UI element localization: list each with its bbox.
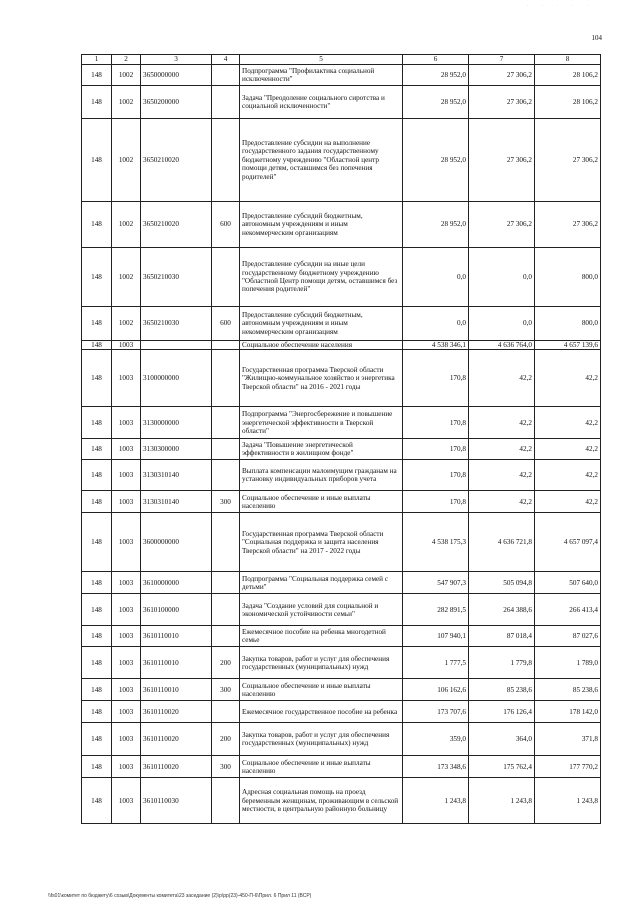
cell-col-7: 264 388,6 xyxy=(469,594,535,626)
cell-col-7: 4 636 721,8 xyxy=(469,513,535,572)
cell-col-4 xyxy=(212,407,240,439)
cell-col-4 xyxy=(212,594,240,626)
cell-col-6: 282 891,5 xyxy=(403,594,469,626)
table-row xyxy=(82,594,601,626)
cell-col-5: Предоставление субсидии на выполнение государственного задания государственному бюджетному учреждению "Областной центр помощи детям, оставшимся без попечения родителей" xyxy=(240,119,403,202)
cell-col-2: 1002 xyxy=(112,65,141,86)
cell-col-4 xyxy=(212,86,240,119)
table-row xyxy=(82,439,601,460)
cell-col-3: 3610110020 xyxy=(141,701,212,723)
table-row xyxy=(82,341,601,350)
cell-col-8: 178 142,0 xyxy=(535,701,601,723)
cell-col-5: Задача "Повышение энергетической эффективности в жилищном фонде" xyxy=(240,439,403,460)
cell-col-8: 177 770,2 xyxy=(535,756,601,778)
cell-col-7: 85 238,6 xyxy=(469,679,535,701)
cell-col-8: 1 243,8 xyxy=(535,778,601,824)
cell-col-3: 3130310140 xyxy=(141,491,212,513)
table-row xyxy=(82,756,601,778)
cell-col-2: 1003 xyxy=(112,460,141,491)
cell-col-5: Предоставление субсидий бюджетным, автономным учреждениям и иным некоммерческим организациям xyxy=(240,307,403,341)
cell-col-1: 148 xyxy=(82,248,112,307)
cell-col-7: 27 306,2 xyxy=(469,202,535,248)
cell-col-5: Социальное обеспечение и иные выплаты населению xyxy=(240,679,403,701)
header-col-8: 8 xyxy=(535,55,601,65)
table-row xyxy=(82,679,601,701)
cell-col-4 xyxy=(212,341,240,350)
table-row xyxy=(82,778,601,824)
cell-col-2: 1003 xyxy=(112,350,141,407)
cell-col-2: 1003 xyxy=(112,679,141,701)
header-col-7: 7 xyxy=(469,55,535,65)
cell-col-4 xyxy=(212,701,240,723)
cell-col-3: 3600000000 xyxy=(141,513,212,572)
cell-col-5: Государственная программа Тверской области "Жилищно-коммунальное хозяйство и энергетика Тверской области" на 2016 - 2021 годы xyxy=(240,350,403,407)
scan-artifacts: · · · · · xyxy=(526,4,594,9)
cell-col-5: Государственная программа Тверской области "Социальная поддержка и защита населения Тверской области" на 2017 - 2022 годы xyxy=(240,513,403,572)
cell-col-2: 1003 xyxy=(112,594,141,626)
table-row xyxy=(82,701,601,723)
cell-col-1: 148 xyxy=(82,647,112,679)
cell-col-6: 359,0 xyxy=(403,723,469,756)
cell-col-8: 800,0 xyxy=(535,248,601,307)
cell-col-3: 3610110010 xyxy=(141,647,212,679)
header-col-3: 3 xyxy=(141,55,212,65)
cell-col-4 xyxy=(212,65,240,86)
cell-col-1: 148 xyxy=(82,439,112,460)
cell-col-3: 3610110020 xyxy=(141,723,212,756)
cell-col-4: 300 xyxy=(212,756,240,778)
cell-col-6: 173 348,6 xyxy=(403,756,469,778)
table-row xyxy=(82,248,601,307)
cell-col-8: 42,2 xyxy=(535,350,601,407)
cell-col-7: 42,2 xyxy=(469,350,535,407)
table-row xyxy=(82,460,601,491)
cell-col-5: Закупка товаров, работ и услуг для обеспечения государственных (муниципальных) нужд xyxy=(240,723,403,756)
cell-col-8: 371,8 xyxy=(535,723,601,756)
cell-col-2: 1003 xyxy=(112,701,141,723)
header-col-2: 2 xyxy=(112,55,141,65)
table-row xyxy=(82,307,601,341)
cell-col-1: 148 xyxy=(82,350,112,407)
cell-col-6: 28 952,0 xyxy=(403,119,469,202)
cell-col-1: 148 xyxy=(82,86,112,119)
cell-col-7: 176 126,4 xyxy=(469,701,535,723)
cell-col-4: 200 xyxy=(212,723,240,756)
header-col-4: 4 xyxy=(212,55,240,65)
cell-col-5: Ежемесячное пособие на ребенка многодетной семье xyxy=(240,626,403,647)
cell-col-2: 1003 xyxy=(112,572,141,594)
cell-col-6: 28 952,0 xyxy=(403,65,469,86)
cell-col-7: 42,2 xyxy=(469,491,535,513)
table-row xyxy=(82,65,601,86)
cell-col-3: 3610110020 xyxy=(141,756,212,778)
table-row xyxy=(82,491,601,513)
cell-col-3: 3650210020 xyxy=(141,202,212,248)
cell-col-6: 28 952,0 xyxy=(403,202,469,248)
table-body xyxy=(82,65,601,824)
cell-col-3: 3130300000 xyxy=(141,439,212,460)
cell-col-2: 1003 xyxy=(112,439,141,460)
cell-col-8: 27 306,2 xyxy=(535,202,601,248)
page-number: 104 xyxy=(591,34,602,42)
cell-col-6: 170,8 xyxy=(403,439,469,460)
cell-col-5: Ежемесячное государственное пособие на ребенка xyxy=(240,701,403,723)
cell-col-7: 175 762,4 xyxy=(469,756,535,778)
cell-col-1: 148 xyxy=(82,119,112,202)
table-row xyxy=(82,202,601,248)
cell-col-1: 148 xyxy=(82,341,112,350)
cell-col-5: Подпрограмма "Социальная поддержка семей с детьми" xyxy=(240,572,403,594)
cell-col-8: 85 238,6 xyxy=(535,679,601,701)
cell-col-2: 1003 xyxy=(112,513,141,572)
cell-col-6: 0,0 xyxy=(403,307,469,341)
cell-col-6: 170,8 xyxy=(403,491,469,513)
cell-col-8: 4 657 097,4 xyxy=(535,513,601,572)
cell-col-4 xyxy=(212,513,240,572)
cell-col-5: Подпрограмма "Профилактика социальной исключенности" xyxy=(240,65,403,86)
cell-col-4 xyxy=(212,572,240,594)
cell-col-7: 1 779,8 xyxy=(469,647,535,679)
cell-col-7: 1 243,8 xyxy=(469,778,535,824)
cell-col-4 xyxy=(212,439,240,460)
cell-col-4: 300 xyxy=(212,679,240,701)
cell-col-7: 27 306,2 xyxy=(469,65,535,86)
cell-col-1: 148 xyxy=(82,679,112,701)
cell-col-3: 3130000000 xyxy=(141,407,212,439)
cell-col-6: 107 940,1 xyxy=(403,626,469,647)
cell-col-6: 170,8 xyxy=(403,407,469,439)
cell-col-5: Задача "Преодоление социального сиротства и социальной исключенности" xyxy=(240,86,403,119)
cell-col-5: Выплата компенсации малоимущим гражданам на установку индивидуальных приборов учета xyxy=(240,460,403,491)
cell-col-4 xyxy=(212,626,240,647)
cell-col-3: 3610000000 xyxy=(141,572,212,594)
cell-col-4 xyxy=(212,778,240,824)
cell-col-1: 148 xyxy=(82,460,112,491)
cell-col-3: 3650210020 xyxy=(141,119,212,202)
table-row xyxy=(82,626,601,647)
cell-col-1: 148 xyxy=(82,723,112,756)
cell-col-8: 42,2 xyxy=(535,491,601,513)
cell-col-2: 1003 xyxy=(112,647,141,679)
cell-col-3: 3650000000 xyxy=(141,65,212,86)
cell-col-3: 3610110030 xyxy=(141,778,212,824)
cell-col-4 xyxy=(212,350,240,407)
cell-col-5: Социальное обеспечение и иные выплаты населению xyxy=(240,756,403,778)
cell-col-6: 28 952,0 xyxy=(403,86,469,119)
cell-col-2: 1002 xyxy=(112,202,141,248)
cell-col-6: 1 243,8 xyxy=(403,778,469,824)
cell-col-1: 148 xyxy=(82,65,112,86)
cell-col-6: 106 162,6 xyxy=(403,679,469,701)
cell-col-6: 4 538 346,1 xyxy=(403,341,469,350)
cell-col-7: 42,2 xyxy=(469,439,535,460)
cell-col-1: 148 xyxy=(82,407,112,439)
cell-col-7: 0,0 xyxy=(469,307,535,341)
table-row xyxy=(82,119,601,202)
cell-col-4 xyxy=(212,248,240,307)
cell-col-8: 28 106,2 xyxy=(535,65,601,86)
cell-col-2: 1002 xyxy=(112,86,141,119)
cell-col-7: 87 018,4 xyxy=(469,626,535,647)
cell-col-1: 148 xyxy=(82,756,112,778)
cell-col-8: 507 640,0 xyxy=(535,572,601,594)
cell-col-5: Предоставление субсидии на иные цели государственному бюджетному учреждению "Областной Центр помощи детям, оставшимся без попечения родителей" xyxy=(240,248,403,307)
budget-table xyxy=(81,54,601,824)
cell-col-7: 42,2 xyxy=(469,407,535,439)
cell-col-5: Закупка товаров, работ и услуг для обеспечения государственных (муниципальных) нужд xyxy=(240,647,403,679)
cell-col-2: 1003 xyxy=(112,407,141,439)
cell-col-8: 28 106,2 xyxy=(535,86,601,119)
cell-col-7: 364,0 xyxy=(469,723,535,756)
cell-col-3: 3130310140 xyxy=(141,460,212,491)
cell-col-4 xyxy=(212,460,240,491)
cell-col-3: 3610100000 xyxy=(141,594,212,626)
cell-col-5: Задача "Создание условий для социальной и экономической устойчивости семьи" xyxy=(240,594,403,626)
cell-col-2: 1002 xyxy=(112,119,141,202)
cell-col-1: 148 xyxy=(82,572,112,594)
cell-col-8: 1 789,0 xyxy=(535,647,601,679)
cell-col-4 xyxy=(212,119,240,202)
table-header-row xyxy=(82,55,601,65)
cell-col-1: 148 xyxy=(82,307,112,341)
cell-col-2: 1003 xyxy=(112,723,141,756)
cell-col-6: 4 538 175,3 xyxy=(403,513,469,572)
cell-col-2: 1002 xyxy=(112,248,141,307)
cell-col-4: 600 xyxy=(212,307,240,341)
cell-col-7: 4 636 764,0 xyxy=(469,341,535,350)
cell-col-5: Социальное обеспечение и иные выплаты населению xyxy=(240,491,403,513)
cell-col-1: 148 xyxy=(82,202,112,248)
cell-col-1: 148 xyxy=(82,701,112,723)
cell-col-6: 170,8 xyxy=(403,350,469,407)
cell-col-1: 148 xyxy=(82,626,112,647)
cell-col-6: 547 907,3 xyxy=(403,572,469,594)
table-row xyxy=(82,86,601,119)
table-row xyxy=(82,572,601,594)
file-path-footer: \\fs01\комитет по бюджету\6 созыв\Документы комитета\23 заседание (2)\р\рр(23)-450-П-6\Прил. 6 Прил 11 (ВСР) xyxy=(48,893,312,899)
cell-col-6: 173 707,6 xyxy=(403,701,469,723)
cell-col-8: 800,0 xyxy=(535,307,601,341)
cell-col-1: 148 xyxy=(82,778,112,824)
cell-col-1: 148 xyxy=(82,513,112,572)
cell-col-3 xyxy=(141,341,212,350)
cell-col-2: 1003 xyxy=(112,756,141,778)
cell-col-7: 42,2 xyxy=(469,460,535,491)
table-row xyxy=(82,647,601,679)
cell-col-7: 505 094,8 xyxy=(469,572,535,594)
cell-col-1: 148 xyxy=(82,594,112,626)
cell-col-7: 27 306,2 xyxy=(469,86,535,119)
cell-col-3: 3650210030 xyxy=(141,248,212,307)
cell-col-3: 3610110010 xyxy=(141,679,212,701)
table-row xyxy=(82,407,601,439)
cell-col-2: 1003 xyxy=(112,491,141,513)
cell-col-5: Адресная социальная помощь на проезд беременным женщинам, проживающим в сельской местности, в центральную районную больницу xyxy=(240,778,403,824)
cell-col-3: 3650200000 xyxy=(141,86,212,119)
cell-col-5: Предоставление субсидий бюджетным, автономным учреждениям и иным некоммерческим организациям xyxy=(240,202,403,248)
table-row xyxy=(82,513,601,572)
cell-col-4: 200 xyxy=(212,647,240,679)
cell-col-8: 27 306,2 xyxy=(535,119,601,202)
cell-col-2: 1003 xyxy=(112,778,141,824)
cell-col-6: 170,8 xyxy=(403,460,469,491)
cell-col-8: 266 413,4 xyxy=(535,594,601,626)
table-row xyxy=(82,350,601,407)
cell-col-8: 42,2 xyxy=(535,460,601,491)
cell-col-6: 1 777,5 xyxy=(403,647,469,679)
cell-col-5: Подпрограмма "Энергосбережение и повышение энергетической эффективности в Тверской области" xyxy=(240,407,403,439)
cell-col-1: 148 xyxy=(82,491,112,513)
cell-col-4: 600 xyxy=(212,202,240,248)
cell-col-4: 300 xyxy=(212,491,240,513)
cell-col-2: 1003 xyxy=(112,626,141,647)
cell-col-5: Социальное обеспечение населения xyxy=(240,341,403,350)
cell-col-8: 42,2 xyxy=(535,407,601,439)
header-col-1: 1 xyxy=(82,55,112,65)
cell-col-8: 4 657 139,6 xyxy=(535,341,601,350)
header-col-5: 5 xyxy=(240,55,403,65)
cell-col-8: 42,2 xyxy=(535,439,601,460)
table-row xyxy=(82,723,601,756)
header-col-6: 6 xyxy=(403,55,469,65)
cell-col-7: 27 306,2 xyxy=(469,119,535,202)
cell-col-7: 0,0 xyxy=(469,248,535,307)
cell-col-8: 87 027,6 xyxy=(535,626,601,647)
cell-col-3: 3610110010 xyxy=(141,626,212,647)
cell-col-6: 0,0 xyxy=(403,248,469,307)
cell-col-2: 1003 xyxy=(112,341,141,350)
cell-col-2: 1002 xyxy=(112,307,141,341)
cell-col-3: 3650210030 xyxy=(141,307,212,341)
cell-col-3: 3100000000 xyxy=(141,350,212,407)
